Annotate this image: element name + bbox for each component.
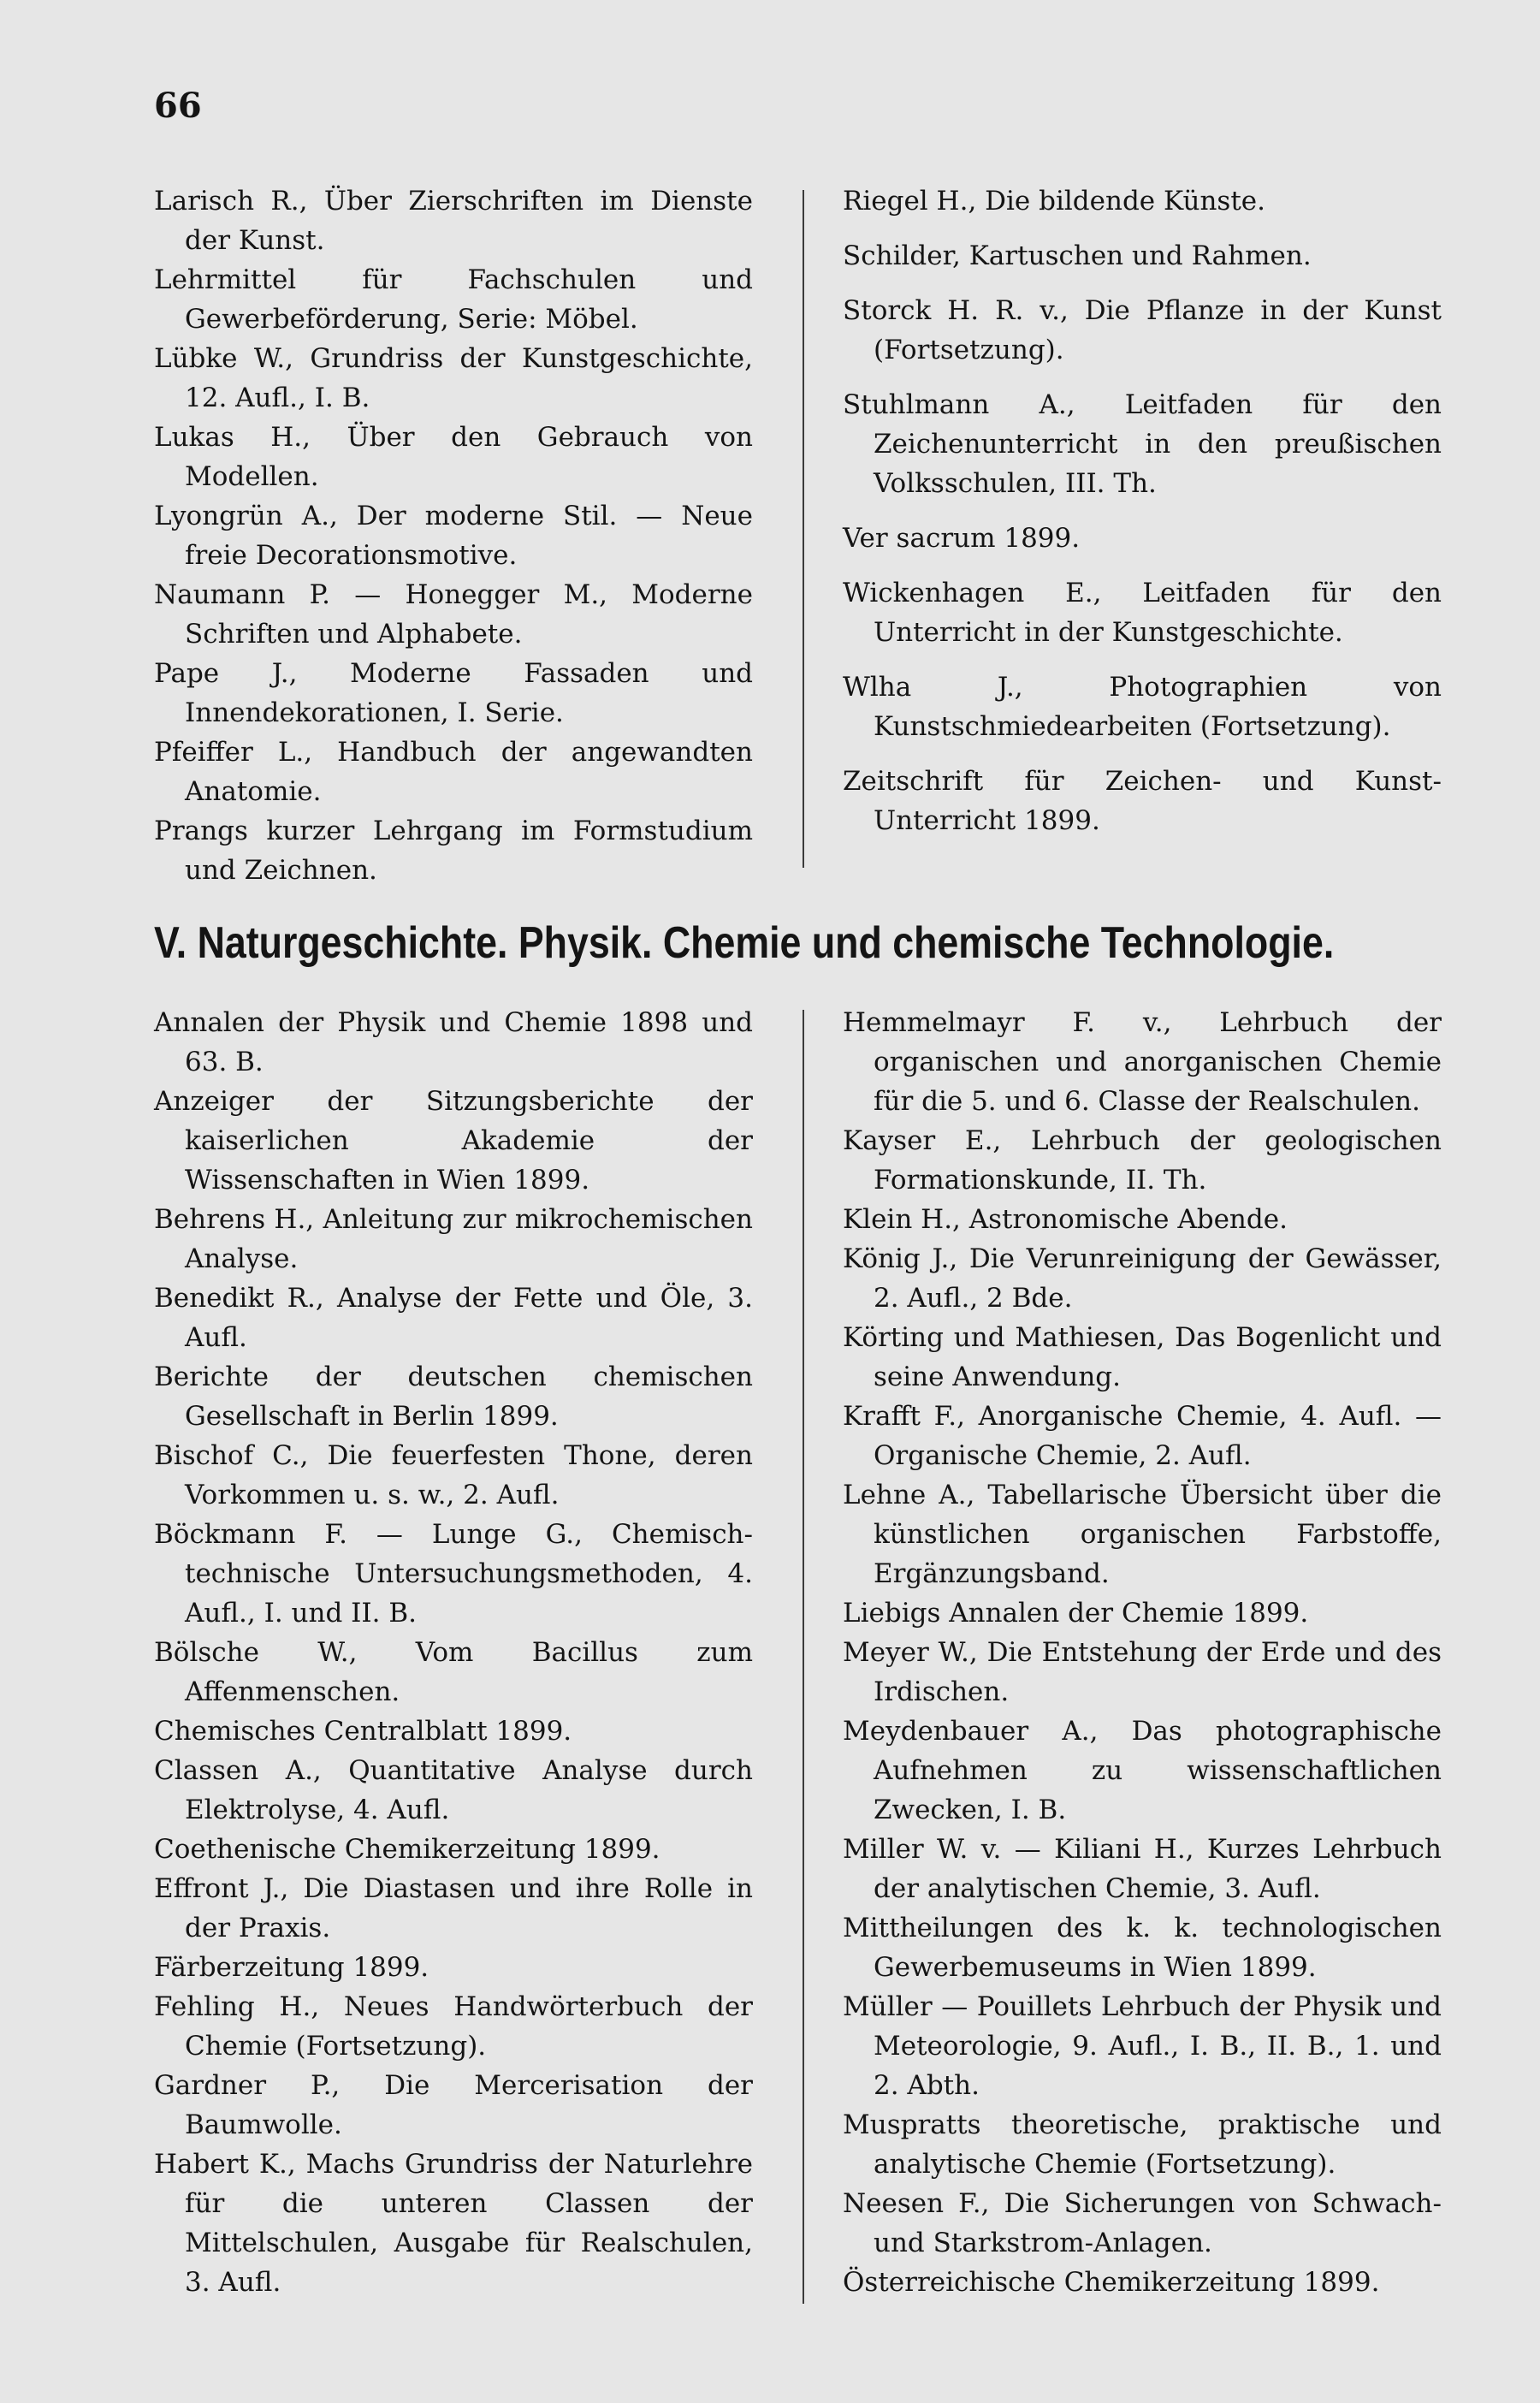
list-item: Bischof C., Die feuerfesten Thone, deren Vorkommen u. s. w., 2. Aufl.	[154, 1440, 753, 1510]
list-item: König J., Die Verunreinigung der Gewässer, 2. Aufl., 2 Bde.	[843, 1243, 1442, 1314]
list-item: Naumann P. — Honegger M., Moderne Schriften und Alphabete.	[154, 579, 753, 650]
list-item: Kayser E., Lehrbuch der geologischen Formationskunde, II. Th.	[843, 1125, 1442, 1196]
list-item: Muspratts theoretische, praktische und analytische Chemie (Fortsetzung).	[843, 2109, 1442, 2180]
list-item: Neesen F., Die Sicherungen von Schwach- und Starkstrom-Anlagen.	[843, 2188, 1442, 2258]
list-item: Lübke W., Grundriss der Kunstgeschichte, 12. Aufl., I. B.	[154, 343, 753, 413]
list-item: Gardner P., Die Mercerisation der Baumwolle.	[154, 2070, 753, 2140]
list-item: Müller — Pouillets Lehrbuch der Physik und Meteorologie, 9. Aufl., I. B., II. B., 1. und 2. Abth.	[843, 1991, 1442, 2101]
column-divider	[803, 190, 804, 868]
list-item: Meydenbauer A., Das photographische Aufnehmen zu wissenschaftlichen Zwecken, I. B.	[843, 1716, 1442, 1825]
list-item: Miller W. v. — Kiliani H., Kurzes Lehrbuch der analytischen Chemie, 3. Aufl.	[843, 1834, 1442, 1904]
list-item: Meyer W., Die Entstehung der Erde und des Irdischen.	[843, 1637, 1442, 1707]
list-item: Annalen der Physik und Chemie 1898 und 63. B.	[154, 1007, 753, 1077]
list-item: Ver sacrum 1899.	[843, 523, 1081, 554]
list-item: Schilder, Kartuschen und Rahmen.	[843, 240, 1312, 271]
list-item: Österreichische Chemikerzeitung 1899.	[843, 2267, 1380, 2298]
list-item: Lehne A., Tabellarische Übersicht über die künstlichen organischen Farbstoffe, Ergänzungsband.	[843, 1480, 1442, 1589]
list-item: Prangs kurzer Lehrgang im Formstudium und Zeichnen.	[154, 816, 753, 886]
list-item: Färberzeitung 1899.	[154, 1952, 429, 1983]
list-item: Stuhlmann A., Leitfaden für den Zeichenunterricht in den preußischen Volksschulen, III. Th.	[843, 389, 1442, 499]
list-item: Liebigs Annalen der Chemie 1899.	[843, 1598, 1309, 1629]
list-item: Effront J., Die Diastasen und ihre Rolle in der Praxis.	[154, 1873, 753, 1943]
list-item: Hemmelmayr F. v., Lehrbuch der organischen und anorganischen Chemie für die 5. und 6. Classe der Realschulen.	[843, 1007, 1442, 1117]
list-item: Böckmann F. — Lunge G., Chemisch-technische Untersuchungsmethoden, 4. Aufl., I. und II. B.	[154, 1519, 753, 1629]
section-heading: V. Naturgeschichte. Physik. Chemie und chemische Technologie.	[154, 918, 1335, 968]
section2-left-column	[154, 1003, 753, 2302]
list-item: Berichte der deutschen chemischen Gesellschaft in Berlin 1899.	[154, 1362, 753, 1432]
list-item: Mittheilungen des k. k. technologischen Gewerbemuseums in Wien 1899.	[843, 1913, 1442, 1983]
list-item: Pfeiffer L., Handbuch der angewandten Anatomie.	[154, 737, 753, 807]
list-item: Chemisches Centralblatt 1899.	[154, 1716, 572, 1747]
column-divider	[803, 1010, 804, 2304]
list-item: Klein H., Astronomische Abende.	[843, 1204, 1288, 1235]
list-item: Coethenische Chemikerzeitung 1899.	[154, 1834, 660, 1865]
page-number: 66	[154, 86, 202, 126]
list-item: Benedikt R., Analyse der Fette und Öle, 3. Aufl.	[154, 1283, 753, 1353]
list-item: Wickenhagen E., Leitfaden für den Unterricht in der Kunstgeschichte.	[843, 578, 1442, 648]
list-item: Lehrmittel für Fachschulen und Gewerbeförderung, Serie: Möbel.	[154, 264, 753, 335]
list-item: Pape J., Moderne Fassaden und Innendekorationen, I. Serie.	[154, 658, 753, 728]
list-item: Wlha J., Photographien von Kunstschmiedearbeiten (Fortsetzung).	[843, 672, 1442, 742]
list-item: Storck H. R. v., Die Pflanze in der Kunst (Fortsetzung).	[843, 295, 1442, 365]
list-item: Lyongrün A., Der moderne Stil. — Neue freie Decorationsmotive.	[154, 501, 753, 571]
list-item: Fehling H., Neues Handwörterbuch der Chemie (Fortsetzung).	[154, 1991, 753, 2062]
list-item: Anzeiger der Sitzungsberichte der kaiserlichen Akademie der Wissenschaften in Wien 1899.	[154, 1086, 753, 1196]
list-item: Classen A., Quantitative Analyse durch Elektrolyse, 4. Aufl.	[154, 1755, 753, 1825]
list-item: Bölsche W., Vom Bacillus zum Affenmenschen.	[154, 1637, 753, 1707]
list-item: Lukas H., Über den Gebrauch von Modellen.	[154, 422, 753, 492]
list-item: Krafft F., Anorganische Chemie, 4. Aufl. — Organische Chemie, 2. Aufl.	[843, 1401, 1442, 1471]
section2-right-column	[843, 1003, 1442, 2302]
list-item: Habert K., Machs Grundriss der Naturlehre für die unteren Classen der Mittelschulen, Ausgabe für Realschulen, 3. Aufl.	[154, 2149, 753, 2298]
list-item: Körting und Mathiesen, Das Bogenlicht und seine Anwendung.	[843, 1322, 1442, 1392]
section1-left-column	[154, 181, 753, 890]
list-item: Riegel H., Die bildende Künste.	[843, 186, 1265, 217]
section1-right-column	[843, 181, 1442, 856]
list-item: Zeitschrift für Zeichen- und Kunst-Unterricht 1899.	[843, 766, 1442, 836]
list-item: Larisch R., Über Zierschriften im Dienste der Kunst.	[154, 186, 753, 256]
list-item: Behrens H., Anleitung zur mikrochemischen Analyse.	[154, 1204, 753, 1274]
